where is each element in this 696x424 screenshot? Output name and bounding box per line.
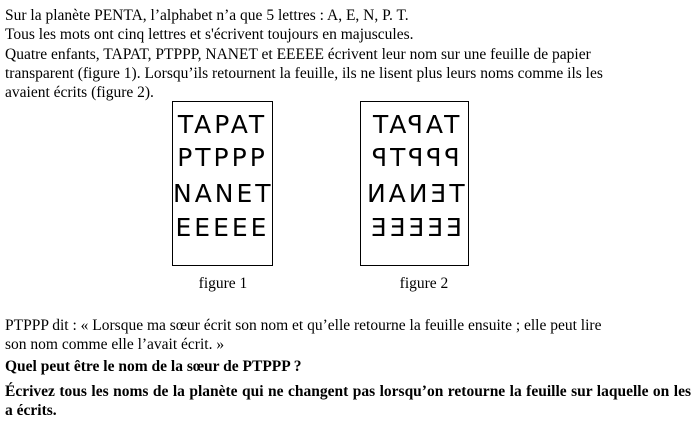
intro-line-3: Quatre enfants, TAPAT, PTPPP, NANET et EEEEE écrivent leur nom sur une feuille de papier (5, 46, 591, 63)
figure-1-word-1: TAPAT (177, 110, 268, 139)
figure-2-sheet (360, 101, 469, 266)
figure-1-caption: figure 1 (198, 275, 248, 292)
intro-line-1: Sur la planète PENTA, l’alphabet n’a que 5 lettres : A, E, N, P. T. (5, 7, 409, 24)
question-1: Quel peut être le nom de la sœur de PTPPP ? (5, 358, 302, 375)
intro-line-2: Tous les mots ont cinq lettres et s'écrivent toujours en majuscules. (5, 26, 414, 43)
figure-2-word-1: TAPAT (369, 110, 460, 139)
figure-1-word-4: EEEEE (175, 213, 270, 242)
intro-line-4: transparent (figure 1). Lorsqu’ils retournent la feuille, ils ne lisent plus leurs noms comme ils les (5, 65, 603, 82)
figure-1-word-2: PTPPP (177, 143, 268, 172)
figure-2-word-3: TENAN (364, 179, 465, 208)
figure-1-sheet (172, 101, 273, 266)
question-2: Écrivez tous les noms de la planète qui ne changent pas lorsqu’on retourne la feuille sur laquelle on les a écrits. (5, 383, 691, 419)
figure-1-word-3: NANET (173, 179, 274, 208)
figure-2-word-4: EEEEE (367, 213, 462, 242)
quote-line-1: PTPPP dit : « Lorsque ma sœur écrit son nom et qu’elle retourne la feuille ensuite ; elle peut lire (5, 317, 602, 334)
quote-line-2: son nom comme elle l’avait écrit. » (5, 336, 225, 353)
figure-2-word-2: PPPTP (369, 143, 460, 172)
figure-2-caption: figure 2 (399, 275, 449, 292)
intro-line-5: avaient écrits (figure 2). (5, 84, 154, 101)
